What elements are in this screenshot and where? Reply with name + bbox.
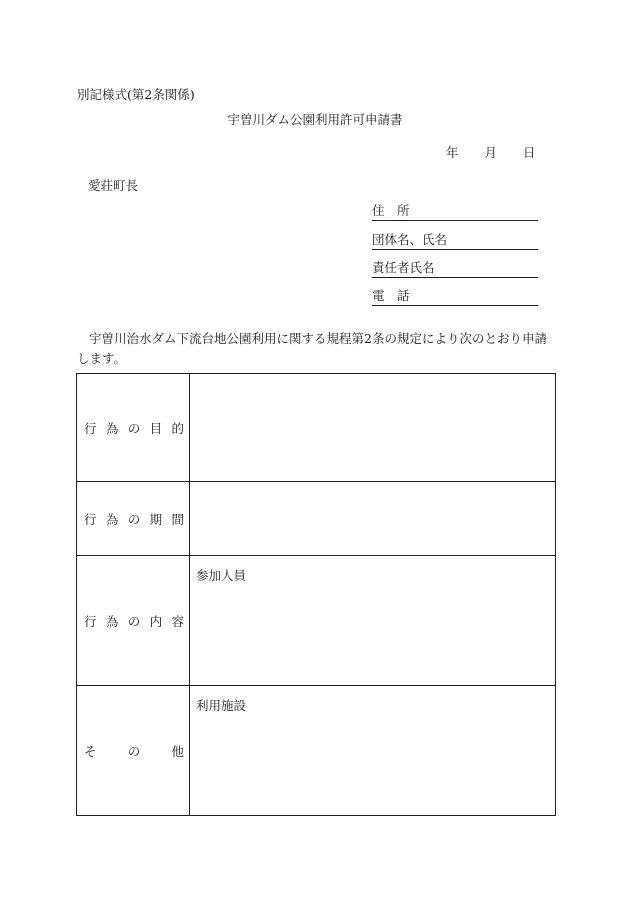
table-row — [77, 374, 556, 482]
content-label — [77, 556, 190, 686]
content-value-cell[interactable] — [190, 556, 556, 686]
label-char: 的 — [171, 420, 184, 436]
label-char: の — [127, 511, 141, 527]
period-label — [77, 482, 190, 556]
label-char: の — [127, 613, 141, 629]
purpose-value-cell[interactable] — [190, 374, 556, 482]
group-name-field[interactable] — [372, 232, 538, 250]
purpose-label — [77, 374, 190, 482]
label-char: の — [127, 743, 141, 759]
label-char: 行 — [84, 613, 97, 629]
date-line — [446, 143, 536, 161]
addressee: 愛荘町長 — [88, 178, 139, 193]
date-month: 月 — [484, 145, 498, 160]
address-field[interactable] — [372, 203, 538, 221]
phone-field[interactable] — [372, 288, 538, 306]
group-name-label: 団体名、氏名 — [372, 232, 448, 247]
participants-label: 参加人員 — [196, 568, 247, 583]
form-label: 別記様式(第2条関係) — [77, 87, 195, 102]
table-row — [77, 686, 556, 816]
label-char: 為 — [105, 613, 119, 629]
label-char: 内 — [149, 613, 163, 629]
table-row — [77, 556, 556, 686]
label-char: 期 — [149, 511, 163, 527]
other-value-cell[interactable] — [190, 686, 556, 816]
label-char: 容 — [171, 613, 184, 629]
facilities-label: 利用施設 — [196, 698, 247, 713]
label-char: の — [127, 420, 141, 436]
period-value-cell[interactable] — [190, 482, 556, 556]
date-year: 年 — [446, 145, 459, 160]
date-day: 日 — [523, 145, 536, 160]
label-char: 行 — [84, 420, 97, 436]
label-char: 行 — [84, 511, 97, 527]
address-label: 住 所 — [372, 203, 410, 218]
label-char: 為 — [105, 420, 119, 436]
label-char: そ — [84, 743, 97, 759]
representative-field[interactable] — [372, 260, 538, 278]
document-title: 宇曽川ダム公園利用許可申請書 — [227, 112, 403, 127]
label-char: 目 — [149, 420, 163, 436]
label-char: 他 — [171, 743, 184, 759]
label-char: 為 — [105, 511, 119, 527]
label-char: 間 — [171, 511, 184, 527]
table-row — [77, 482, 556, 556]
phone-label: 電 話 — [372, 288, 410, 303]
application-statement: 宇曽川治水ダム下流台地公園利用に関する規程第2条の規定により次のとおり申請します。 — [77, 331, 547, 366]
representative-label: 責任者氏名 — [372, 260, 435, 275]
application-table — [76, 373, 556, 816]
other-label — [77, 686, 190, 816]
